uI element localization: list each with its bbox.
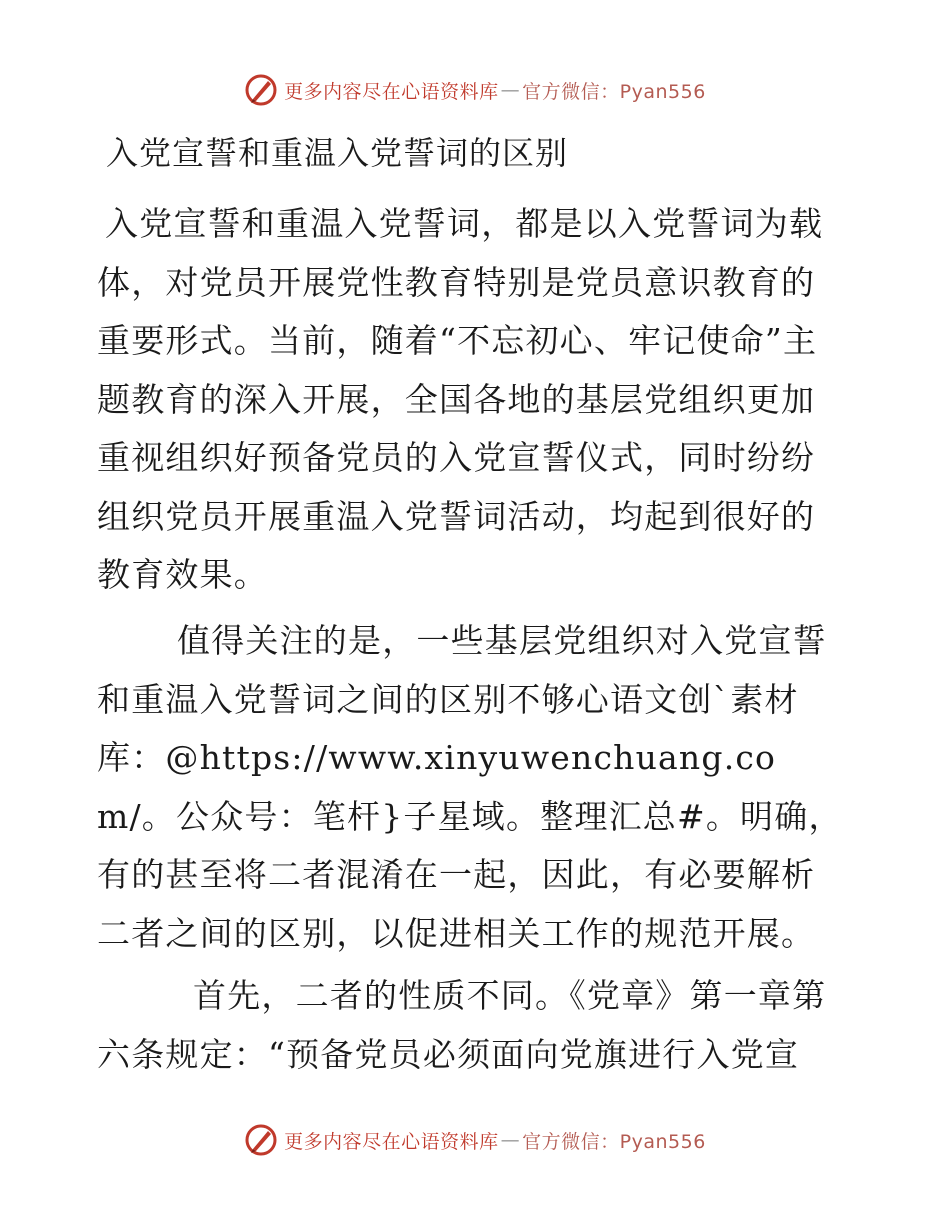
quill-pen-circle-icon [244, 73, 278, 107]
header-separator: — [500, 79, 521, 101]
header-contact-text: 官方微信：Pyan556 [522, 80, 706, 103]
header-site-text: 更多内容尽在心语资料库 [284, 80, 499, 103]
footer-contact-text: 官方微信：Pyan556 [522, 1130, 706, 1153]
document-title: 入党宣誓和重温入党誓词的区别 [106, 134, 569, 172]
header-banner [0, 68, 950, 112]
footer-separator: — [500, 1129, 521, 1151]
footer-banner [0, 1118, 950, 1162]
quill-pen-circle-icon [244, 1123, 278, 1157]
paragraph-3: 首先，二者的性质不同。《党章》第一章第六条规定：“预备党员必须面向党旗进行入党宣 [97, 976, 827, 1074]
paragraph-1: 入党宣誓和重温入党誓词，都是以入党誓词为载体，对党员开展党性教育特别是党员意识教育的重要形式。当前，随着“不忘初心、牢记使命”主题教育的深入开展，全国各地的基层党组织更加重视组织好预备党员的入党宣誓仪式，同时纷纷组织党员开展重温入党誓词活动，均起到很好的教育效果。 [97, 204, 824, 594]
paragraph-2: 值得关注的是，一些基层党组织对入党宣誓和重温入党誓词之间的区别不够心语文创`素材库：@https://www.xinyuwenchuang.com/。公众号：笔杆}子星域。整理汇总#。明确，有的甚至将二者混淆在一起，因此，有必要解析二者之间的区别，以促进相关工作的规范开展。 [97, 621, 843, 953]
footer-site-text: 更多内容尽在心语资料库 [284, 1130, 499, 1153]
